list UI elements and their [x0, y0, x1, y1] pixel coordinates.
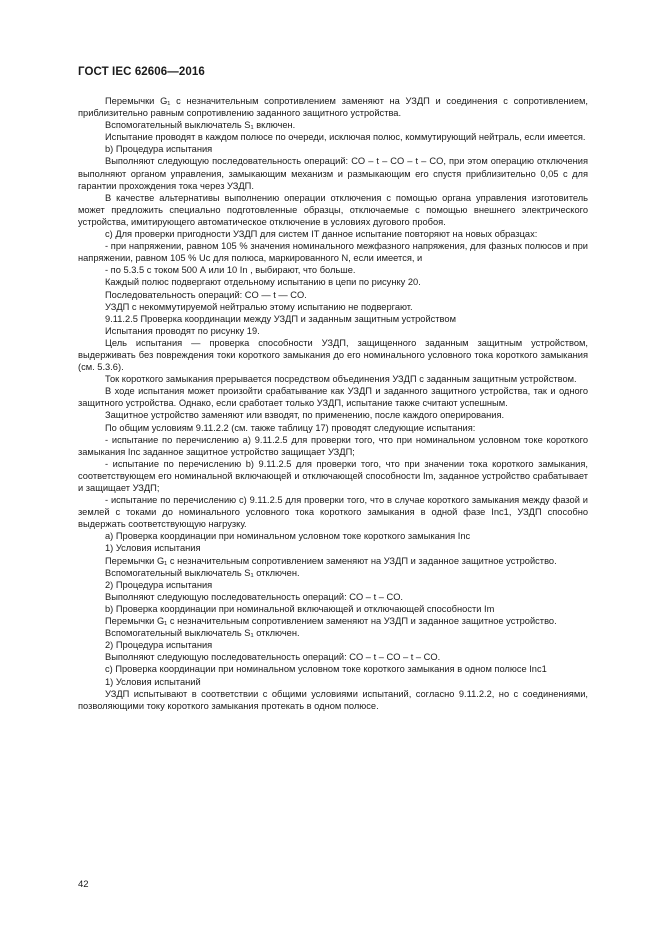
paragraph: Перемычки G₁ с незначительным сопротивлением заменяют на УЗДП и соединения с сопротивлением, приблизительно равным сопротивлению заданного защитного устройства.	[78, 96, 588, 119]
paragraph: c) Для проверки пригодности УЗДП для систем IT данное испытание повторяют на новых образцах:	[105, 229, 538, 240]
paragraph: Перемычки G₁ с незначительным сопротивлением заменяют на УЗДП и заданное защитное устройство.	[105, 555, 557, 566]
paragraph: b) Процедура испытания	[105, 144, 213, 155]
paragraph: Выполняют следующую последовательность операций: CO – t – CO – t – CO.	[105, 652, 441, 663]
list-item: - испытание по перечислению b) 9.11.2.5 для проверки того, что при значении тока короткого замыкания, соответствующем его номинальной включающей и отключающей способности Im, заданное устройство срабатывает и защищает УЗДП;	[78, 458, 588, 493]
paragraph: Перемычки G₁ с незначительным сопротивлением заменяют на УЗДП и заданное защитное устройство.	[105, 616, 557, 627]
paragraph: b) Проверка координации при номинальной включающей и отключающей способности Im	[105, 603, 495, 614]
paragraph: Ток короткого замыкания прерывается посредством объединения УЗДП с заданным защитным устройством.	[105, 374, 577, 385]
paragraph: УЗДП с некоммутируемой нейтралью этому испытанию не подвергают.	[105, 301, 413, 312]
paragraph: Последовательность операций: CO — t — CO.	[105, 289, 307, 300]
paragraph: Испытания проводят по рисунку 19.	[105, 325, 260, 336]
paragraph: Вспомогательный выключатель S₁ включен.	[105, 120, 296, 131]
paragraph: В ходе испытания может произойти срабатывание как УЗДП и заданного защитного устройства, так и одного защитного устройства. Однако, если сработает только УЗДП, испытание также считают успешным.	[78, 386, 588, 409]
paragraph: c) Проверка координации при номинальном условном токе короткого замыкания в одном полюсе Inc1	[105, 664, 547, 675]
section-heading: 9.11.2.5 Проверка координации между УЗДП и заданным защитным устройством	[105, 313, 456, 324]
list-item: - испытание по перечислению а) 9.11.2.5 для проверки того, что при номинальном условном токе короткого замыкания Inc заданное защитное устройство защищает УЗДП;	[78, 434, 588, 457]
paragraph: В качестве альтернативы выполнению операции отключения с помощью органа управления изготовитель может предложить специально подготовленные образцы, отключаемые с помощью внешнего электрического устройства, имитирующего автоматическое отключение в условиях дугового пробоя.	[78, 192, 588, 227]
paragraph: 1) Условия испытаний	[105, 676, 201, 687]
document-body	[78, 95, 588, 712]
document-header: ГОСТ IEC 62606—2016	[78, 66, 205, 78]
list-item: - при напряжении, равном 105 % значения номинального межфазного напряжения, для фазных полюсов и при напряжении, равном 105 % Uc для полюса, маркированного N, если имеется, и	[78, 241, 588, 264]
paragraph: Вспомогательный выключатель S₁ отключен.	[105, 628, 300, 639]
list-item: - по 5.3.5 с током 500 А или 10 In , выбирают, что больше.	[105, 265, 356, 276]
paragraph: Выполняют следующую последовательность операций: CO – t – CO.	[105, 591, 404, 602]
paragraph: 2) Процедура испытания	[105, 579, 213, 590]
paragraph: Вспомогательный выключатель S₁ отключен.	[105, 567, 300, 578]
paragraph: Защитное устройство заменяют или взводят, по применению, после каждого оперирования.	[105, 410, 505, 421]
page-number: 42	[78, 879, 89, 890]
paragraph: По общим условиям 9.11.2.2 (см. также таблицу 17) проводят следующие испытания:	[105, 422, 476, 433]
paragraph: 1) Условия испытания	[105, 543, 201, 554]
paragraph: УЗДП испытывают в соответствии с общими условиями испытаний, согласно 9.11.2.2, но с соединениями, позволяющими току короткого замыкания протекать в одном полюсе.	[78, 688, 588, 711]
paragraph: Цель испытания — проверка способности УЗДП, защищенного заданным защитным устройством, выдерживать без повреждения токи короткого замыкания до его номинального условного тока короткого замыкания (см. 5.3.6).	[78, 337, 588, 373]
paragraph: 2) Процедура испытания	[105, 640, 213, 651]
paragraph: a) Проверка координации при номинальном условном токе короткого замыкания Inc	[105, 531, 471, 542]
paragraph: Каждый полюс подвергают отдельному испытанию в цепи по рисунку 20.	[105, 277, 421, 288]
list-item: - испытание по перечислению с) 9.11.2.5 для проверки того, что в случае короткого замыкания между фазой и землей с токами до номинального условного тока короткого замыкания в одной фазе Inc1, УЗДП способно выдержать соответствующую нагрузку.	[78, 495, 588, 530]
paragraph: Испытание проводят в каждом полюсе по очереди, исключая полюс, коммутирующий нейтраль, если имеется.	[105, 132, 586, 143]
paragraph: Выполняют следующую последовательность операций: CO – t – CO – t – CO, при этом операцию отключения выполняют органом управления, замыкающим механизм и размыкающим его спустя приблизительно 0,05 с для гарантии прохождения тока через УЗДП.	[78, 156, 588, 191]
